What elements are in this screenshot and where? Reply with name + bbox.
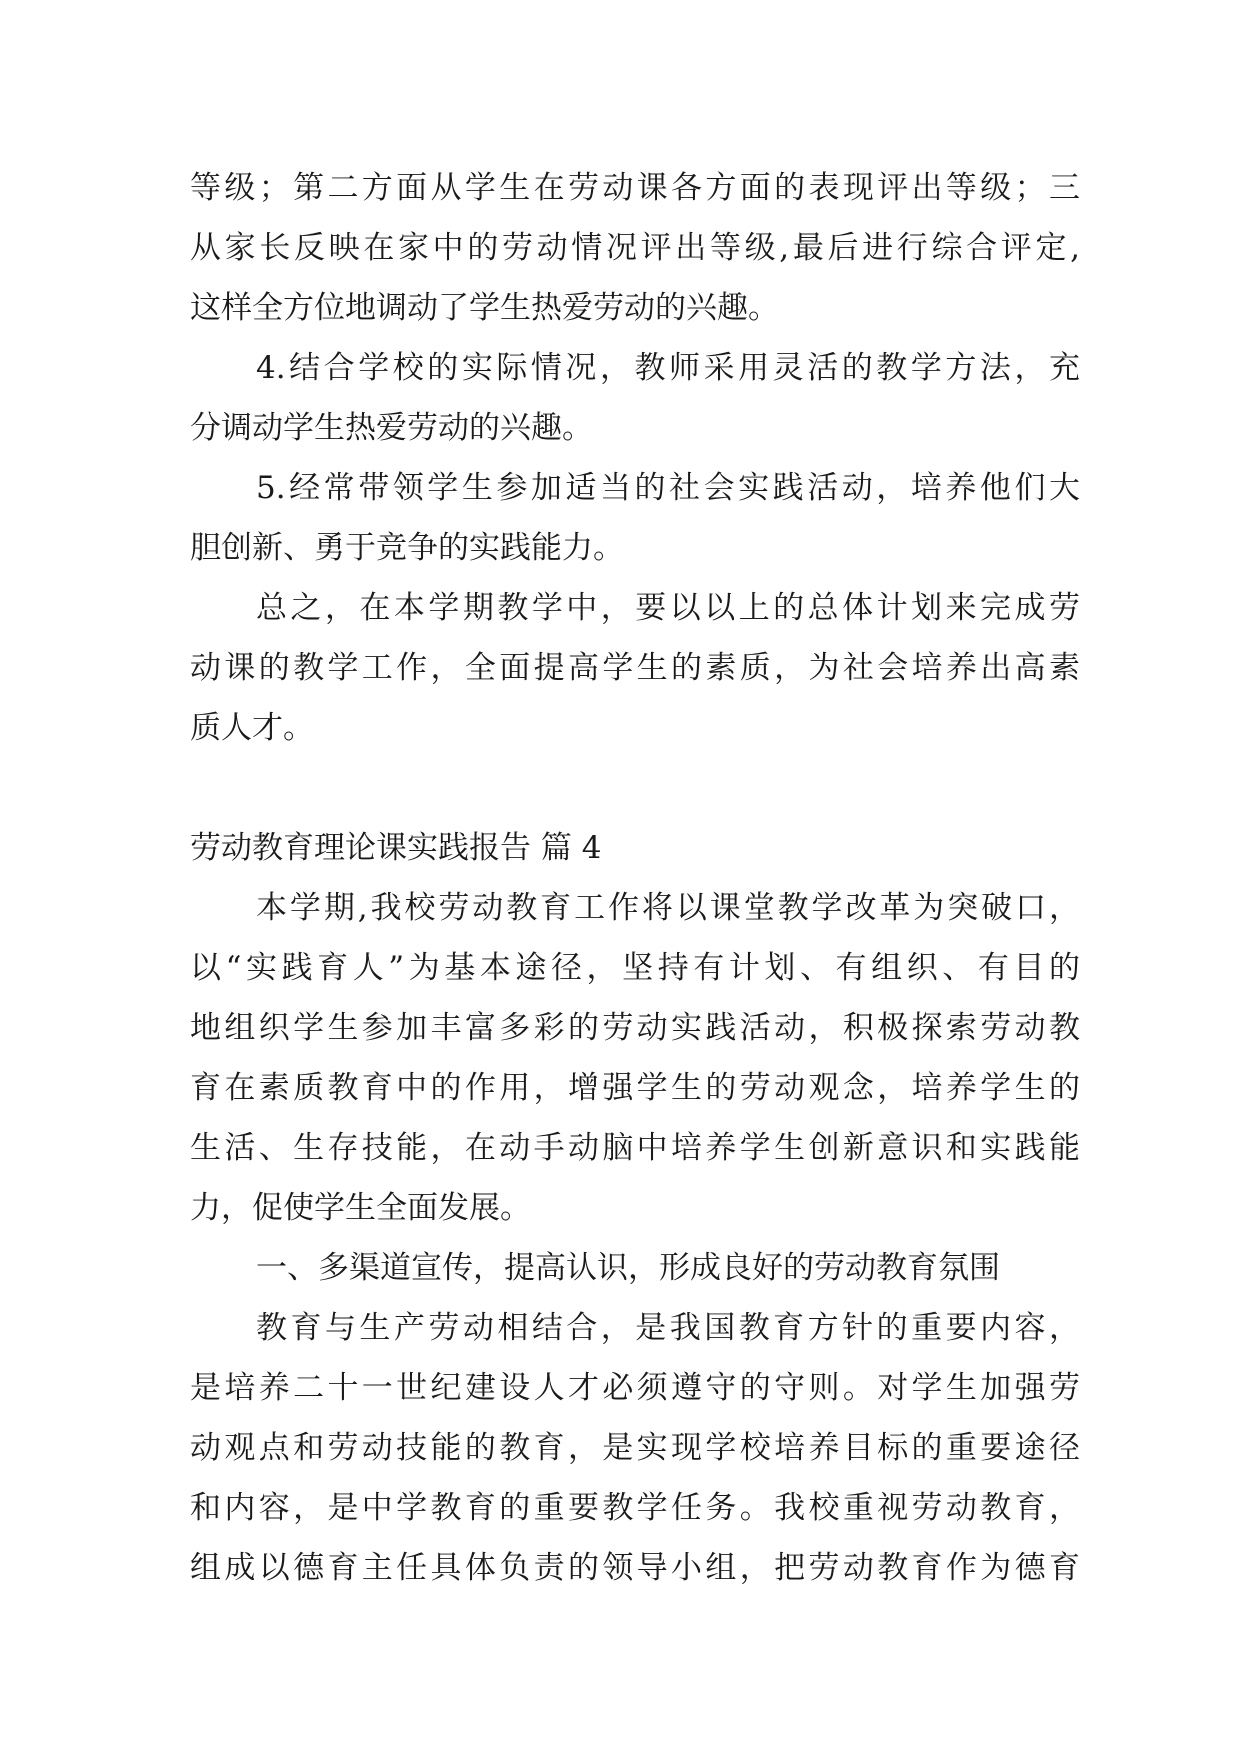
paragraph-start-line: 总之，在本学期教学中，要以以上的总体计划来完成劳 (256, 590, 1080, 626)
text-line: 胆创新、勇于竞争的实践能力。 (190, 530, 624, 566)
text-line: 这样全方位地调动了学生热爱劳动的兴趣。 (190, 290, 779, 326)
paragraph-start-line: 本学期,我校劳动教育工作将以课堂教学改革为突破口， (256, 890, 1080, 926)
paragraph-start-line: 教育与生产劳动相结合，是我国教育方针的重要内容， (256, 1310, 1080, 1346)
text-line: 动课的教学工作，全面提高学生的素质，为社会培养出高素 (190, 650, 1080, 686)
text-line: 分调动学生热爱劳动的兴趣。 (190, 410, 593, 446)
text-line: 从家长反映在家中的劳动情况评出等级,最后进行综合评定, (190, 230, 1080, 266)
paragraph-start-line: 5.经常带领学生参加适当的社会实践活动，培养他们大 (256, 470, 1080, 506)
paragraph-start-line: 4.结合学校的实际情况，教师采用灵活的教学方法，充 (256, 350, 1080, 386)
text-line: 和内容，是中学教育的重要教学任务。我校重视劳动教育， (190, 1490, 1080, 1526)
text-line: 等级；第二方面从学生在劳动课各方面的表现评出等级；三 (190, 170, 1080, 206)
section-heading: 劳动教育理论课实践报告 篇 4 (190, 830, 602, 866)
text-line: 以“实践育人”为基本途径，坚持有计划、有组织、有目的 (190, 950, 1080, 986)
subheading-line: 一、多渠道宣传，提高认识，形成良好的劳动教育氛围 (256, 1250, 1000, 1286)
text-line: 组成以德育主任具体负责的领导小组，把劳动教育作为德育 (190, 1550, 1080, 1586)
text-line: 生活、生存技能，在动手动脑中培养学生创新意识和实践能 (190, 1130, 1080, 1166)
section-gap (190, 758, 1080, 818)
document-body (190, 158, 1080, 1598)
text-line: 地组织学生参加丰富多彩的劳动实践活动，积极探索劳动教 (190, 1010, 1080, 1046)
text-line: 育在素质教育中的作用，增强学生的劳动观念，培养学生的 (190, 1070, 1080, 1106)
text-line: 动观点和劳动技能的教育，是实现学校培养目标的重要途径 (190, 1430, 1080, 1466)
text-line: 是培养二十一世纪建设人才必须遵守的守则。对学生加强劳 (190, 1370, 1080, 1406)
text-line: 力，促使学生全面发展。 (190, 1190, 531, 1226)
text-line: 质人才。 (190, 710, 314, 746)
